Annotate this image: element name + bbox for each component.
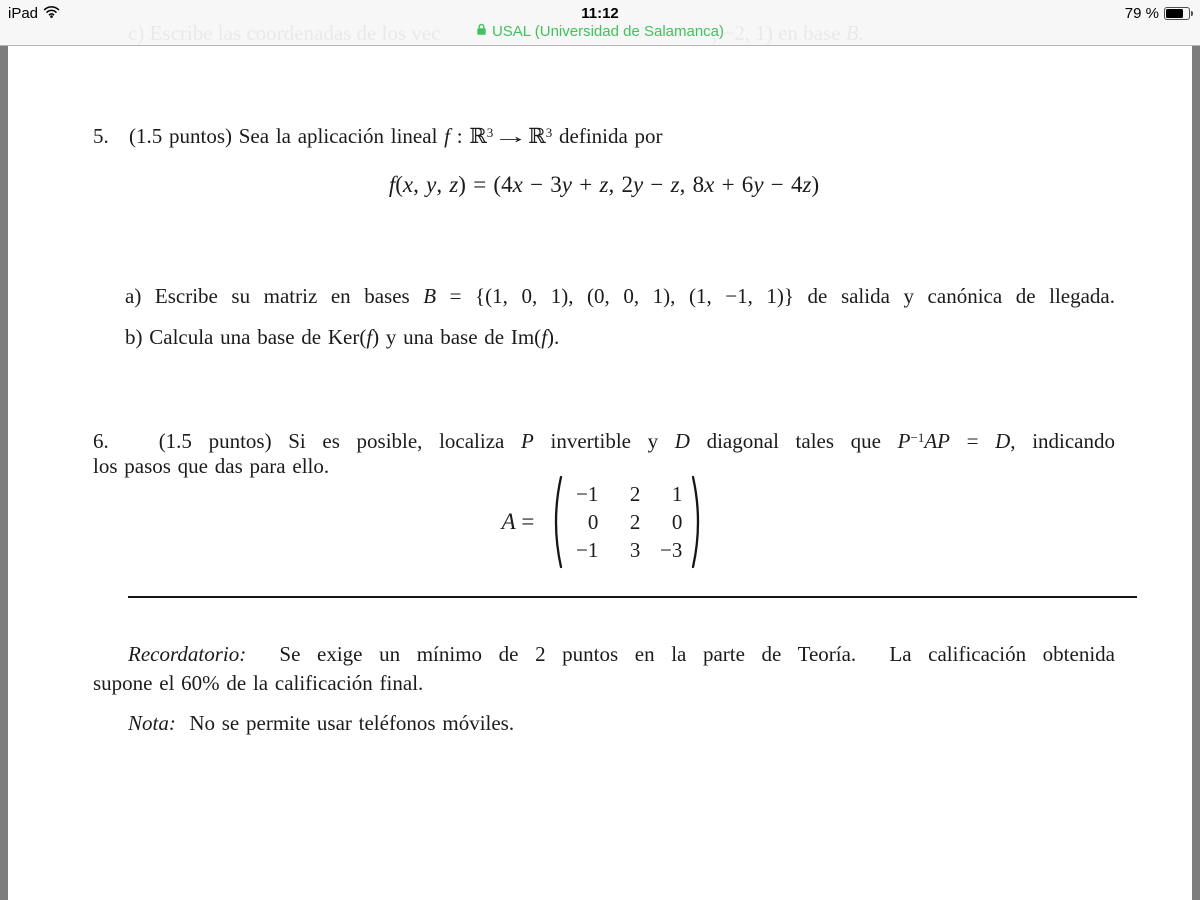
matrix-cell: 3 — [629, 538, 641, 562]
problem6-line1: 6. (1.5 puntos) Si es posible, localiza P invertible y D diagonal tales que $P^{-1}AP = D$, indicando — [93, 429, 1116, 453]
status-bar — [0, 0, 1200, 46]
device-label: iPad — [8, 5, 39, 22]
nota-line: Nota: No se permite usar teléfonos móviles. — [128, 711, 515, 735]
matrix-cell: 0 — [587, 510, 599, 534]
problem5-line: 5. (1.5 puntos) Sea la aplicación lineal f : ℝ$^3$→ℝ$^3$ definida por — [93, 124, 663, 148]
matrix-values — [572, 480, 682, 564]
site-address[interactable] — [0, 23, 1200, 40]
status-right — [1125, 5, 1190, 22]
status-left — [8, 5, 60, 22]
recordatorio-line2: supone el 60% de la calificación final. — [93, 671, 424, 695]
matrix-cell: 2 — [629, 510, 641, 534]
left-paren — [548, 474, 564, 570]
battery-percent-label: 79 % — [1124, 5, 1159, 22]
site-label: USAL (Universidad de Salamanca) — [491, 23, 725, 40]
problem6-line2: los pasos que das para ello. — [93, 454, 330, 478]
matrix-cell: −1 — [576, 538, 599, 562]
battery-icon — [1164, 7, 1190, 20]
background-text-right: , −2, 1) en base B. — [712, 21, 864, 45]
matrix-cell: 2 — [629, 482, 641, 506]
formula-line: f(x, y, z) = (4x − 3y + z, 2y − z, 8x + 6y − 4z) — [388, 172, 820, 197]
item-a-line: a) Escribe su matriz en bases B = {(1, 0, 1), (0, 0, 1), (1, −1, 1)} de salida y canónica de llegada. — [125, 284, 1115, 308]
item-b-line: b) Calcula una base de Ker(f) y una base de Im(f). — [125, 325, 560, 349]
time-label: 11:12 — [581, 5, 619, 22]
matrix-cell: 0 — [671, 510, 683, 534]
matrix-A — [93, 474, 1115, 570]
page-margin-right — [1192, 45, 1200, 900]
matrix-cell: −1 — [576, 482, 599, 506]
section-divider — [128, 596, 1137, 598]
matrix-label: A = — [501, 509, 535, 534]
recordatorio-line1: Recordatorio: Se exige un mínimo de 2 puntos en la parte de Teoría. La calificación obtenida — [128, 642, 1115, 666]
page-margin-left — [0, 45, 8, 900]
background-text-left: c) Escribe las coordenadas de los vec — [128, 21, 441, 45]
matrix-cell: −3 — [660, 538, 683, 562]
battery-fill — [1166, 9, 1183, 18]
wifi-icon — [43, 5, 60, 22]
lock-icon — [476, 23, 487, 40]
right-paren — [690, 474, 706, 570]
matrix-cell: 1 — [671, 482, 683, 506]
